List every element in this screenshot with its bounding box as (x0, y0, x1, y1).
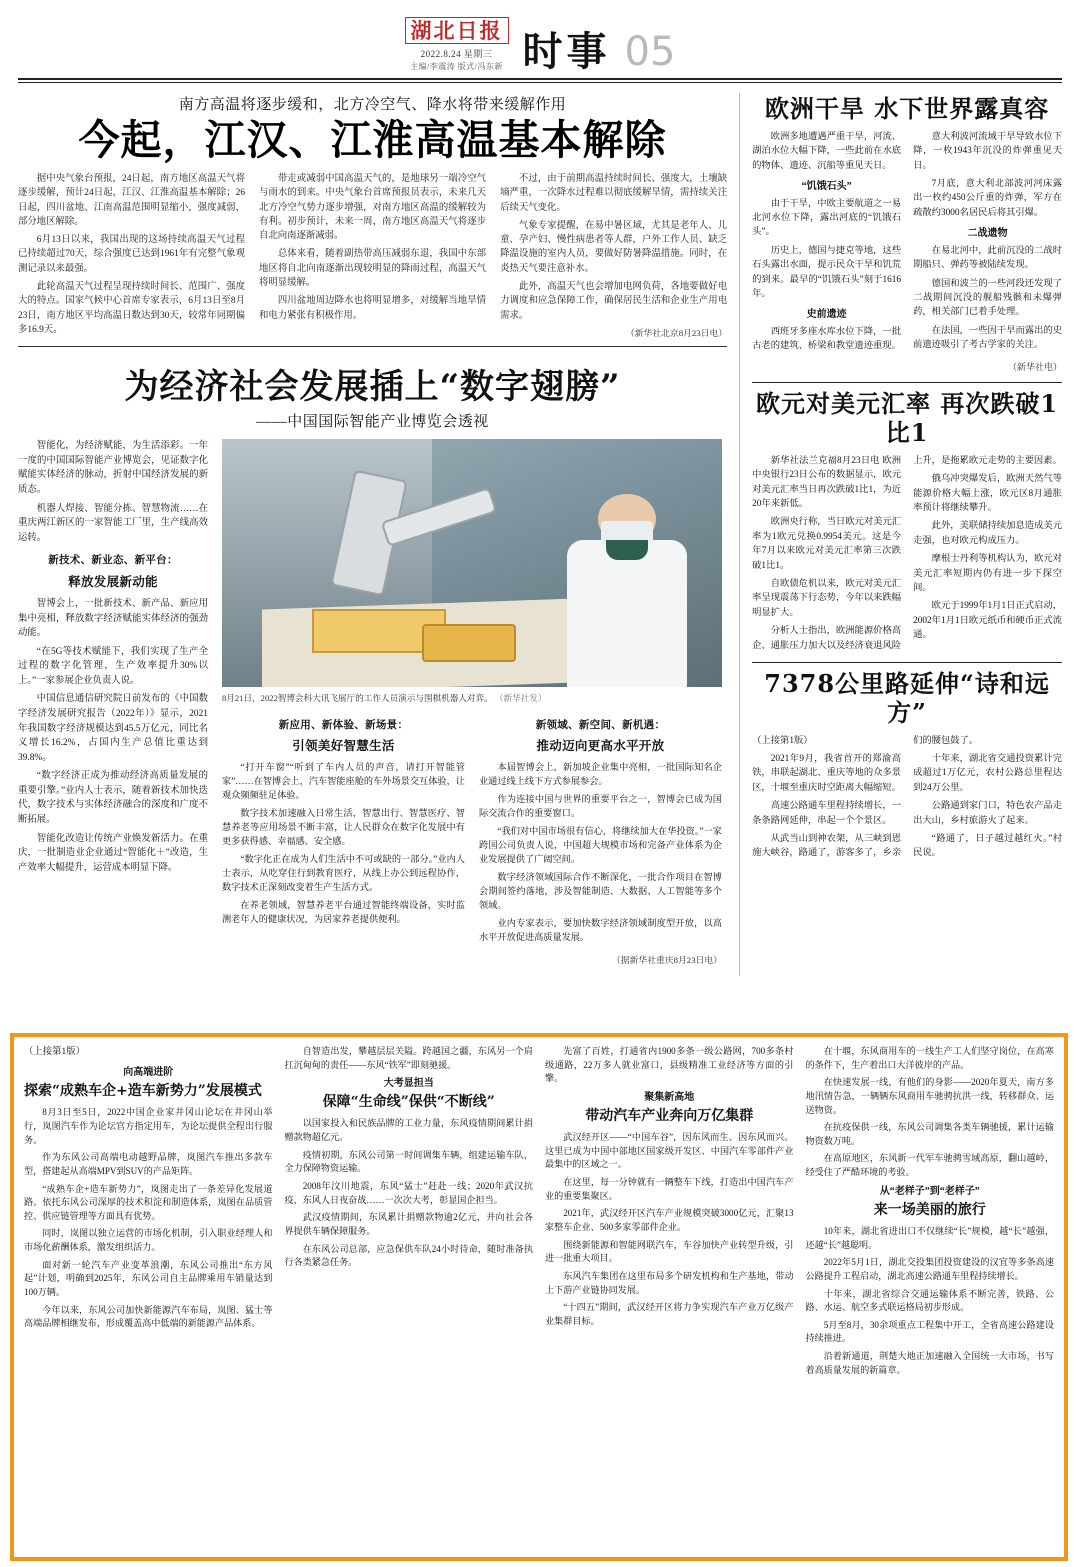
bottom-col-3 (545, 1045, 794, 1549)
paragraph: 由于干旱，中欧主要航道之一易北河水位下降，露出河底的“饥饿石头”。 (752, 198, 902, 238)
paragraph: 在东风公司总部，应急保供车队24小时待命，随时准备执行各类紧急任务。 (284, 1243, 533, 1268)
feature-subtitle-1: 释放发展新动能 (68, 573, 158, 589)
bottom-title-2: 保障“生命线”保供“不断线” (322, 1094, 495, 1111)
paragraph: 从武当山到神农架，从三峡到恩施大峡谷，路通了，游客多了，乡亲们的腰包鼓了。 (752, 735, 979, 859)
feature-intro: 智能化，为经济赋能，为生活添彩。一年一度的中国国际智能产业博览会，见证数字化赋能实体经济的脉动，折射中国经济发展的新质态。 (18, 441, 208, 495)
right-divider-2 (752, 662, 1062, 663)
bottom-kicker-2: 大考显担当 (383, 1078, 434, 1090)
bottom-title-4: 来一场美丽的旅行 (873, 1201, 986, 1218)
paragraph: 面对新一轮汽车产业变革浪潮，东风公司推出“东方风起”计划，明确到2025年，东风公司自主品牌乘用车销量达到100万辆。 (24, 1259, 273, 1297)
paragraph: 10年来，湖北省进出口不仅继续“长”规模，越“长”越强，还越“长”越聪明。 (805, 1225, 1054, 1250)
feature-photo-caption (222, 690, 722, 710)
bottom-kicker-3: 聚集新高地 (644, 1091, 695, 1103)
paragraph: 公路通到家门口，特色农产品走出大山，乡村旅游火了起来。 (913, 801, 1062, 826)
right-article-1-body (752, 130, 1062, 357)
photo-person (562, 494, 692, 687)
feature-subtitle-3: 推动迈向更高水平开放 (536, 738, 665, 754)
bottom-title-1: 探索“成熟车企+造车新势力”发展模式 (24, 1083, 262, 1100)
feature-source: （据新华社重庆8月23日电） (612, 954, 722, 965)
paragraph: 7月底，意大利北部波河河床露出一枚约450公斤重的炸弹，军方在疏散约3000名居民后将其引爆。 (913, 179, 1062, 218)
right-article-1-subhead-3: 史前遗迹 (806, 309, 847, 321)
paragraph: 十年来，湖北省交通投资累计完成超过1万亿元，农村公路总里程达到24万公里。 (913, 754, 1062, 793)
right-article-1-subhead-1: “饥饿石头” (801, 181, 852, 193)
bottom-col-1 (24, 1045, 273, 1549)
right-article-3-body (752, 734, 1062, 863)
paragraph: 高速公路通车里程持续增长，一条条路网延伸，串起一个个景区。 (752, 801, 902, 826)
main-column (18, 93, 727, 976)
lead-shoulder: 南方高温将逐步缓和，北方冷空气、降水将带来缓解作用 (178, 97, 567, 113)
masthead-rule-thin (18, 82, 1062, 83)
paragraph: 十年来，湖北省综合交通运输体系不断完善，铁路、公路、水运、航空多式联运格局初步形成。 (805, 1288, 1054, 1313)
paragraph: 5月至8月，30余项重点工程集中开工，全省高速公路建设持续推进。 (805, 1319, 1054, 1344)
paragraph: 武汉疫情期间，东风累计捐赠款物逾2亿元，并向社会各界提供车辆保障服务。 (284, 1212, 533, 1236)
paragraph: 欧洲多地遭遇严重干旱，河流、湖泊水位大幅下降，一些此前在水底的物体、遗迹、沉船等重见天日。 (752, 131, 902, 171)
feature-paragraph: “打开车窗”“听到了车内人员的声音，请打开智能管家”……在智博会上，汽车智能座舱的车外场景交互体验，让观众频频驻足体验。 (222, 762, 465, 801)
right-article-3-continued: （上接第1版） (752, 735, 813, 746)
feature-paragraph: 机器人焊接、智能分拣、智慧物流……在重庆两江新区的一家智能工厂里，生产线高效运转。 (18, 503, 208, 543)
paragraph: 新华社法兰克福8月23日电 欧洲中央银行23日公布的数据显示，欧元对美元汇率当日再次跌破1比1，为近20年来新低。 (752, 455, 902, 509)
paragraph: 俄乌冲突爆发后，欧洲天然气等能源价格大幅上涨，欧元区8月通胀率预计将继续攀升。 (913, 474, 1062, 513)
lead-paragraph: 四川盆地周边降水也将明显增多，对缓解当地旱情和电力紧张有积极作用。 (259, 296, 487, 321)
feature-paragraph: 中国信息通信研究院日前发布的《中国数字经济发展研究报告（2022年）》显示，2021年我国数字经济规模达到45.5万亿元，同比名义增长16.2%，占国内生产总值比重达到39.8%。 (18, 694, 208, 763)
page-number: 05 (624, 29, 676, 75)
feature-kicker-2: 新应用、新体验、新场景： (278, 720, 409, 732)
paragraph: 作为东风公司高端电动越野品牌，岚图汽车推出多款车型，搭建起从高端MPV到SUV的产品矩阵。 (24, 1152, 273, 1176)
feature-kicker-1: 新技术、新业态、新平台： (48, 555, 178, 567)
feature-headline: 为经济社会发展插上“数字翅膀” (124, 367, 621, 408)
feature-paragraph: 本届智博会上，新加坡企业集中亮相，一批国际知名企业通过线上线下方式参展参会。 (479, 762, 722, 787)
feature-col-2a (222, 710, 465, 976)
masthead-rule (18, 78, 1062, 80)
paragraph: 2008年汶川地震，东风“猛士”赶赴一线；2020年武汉抗疫，东风人日夜奋战……一次次大考，彰显国企担当。 (284, 1181, 533, 1205)
paragraph: 此外，美联储持续加息造成美元走强，也对欧元构成压力。 (913, 521, 1062, 546)
lead-source: （新华社北京8月23日电） (625, 327, 728, 338)
photo-person-body (567, 540, 687, 687)
right-article-2-title: 欧元对美元汇率 再次跌破1比1 (756, 389, 1059, 447)
feature-photo (222, 439, 722, 687)
feature-paragraph: “数字经济正成为推动经济高质量发展的重要引擎。”业内人士表示，随着新技术加快迭代，数字技术与实体经济融合的深度和广度不断拓展。 (18, 771, 208, 826)
right-article-3-title: 7378公里路延伸“诗和远方” (764, 669, 1050, 727)
feature-body (18, 439, 727, 976)
paragraph: “成熟车企+造车新势力”，岚图走出了一条差异化发展道路。依托东风公司深厚的技术积淀和制造体系，岚图在品质管控、供应链管理等方面具有优势。 (24, 1183, 273, 1221)
lead-paragraph: 据中央气象台预报，24日起，南方地区高温天气将逐步缓解，预计24日起，江汉、江淮高温基本解除；26日起，四川盆地、江南高温范围明显缩小，强度减弱，部分地区解除。 (18, 173, 246, 227)
feature-subtitle-2: 引领美好智慧生活 (292, 738, 395, 754)
paragraph: 历史上，德国与捷克等地，这些石头露出水面，提示民众干旱和饥荒的到来。最早的“饥饿石头”刻于1616年。 (752, 245, 902, 299)
paragraph: 在法国，一些因干旱而露出的史前遗迹吸引了考古学家的关注。 (913, 325, 1062, 351)
right-article-1-title: 欧洲干旱 水下世界露真容 (764, 94, 1050, 123)
paragraph: 在这里，每一分钟就有一辆整车下线，打造出中国汽车产业的重要集聚区。 (545, 1177, 794, 1201)
lead-paragraph: 不过，由于前期高温持续时间长、强度大，土壤缺墒严重，一次降水过程难以彻底缓解旱情，需持续关注后续天气变化。 (500, 173, 728, 213)
photo-bowl (422, 624, 516, 663)
paragraph: 摩根士丹利等机构认为，欧元对美元汇率短期内仍有进一步下探空间。 (913, 554, 1062, 593)
feature-col-2b (479, 710, 722, 976)
lead-paragraph: 总体来看，随着副热带高压减弱东退，我国中东部地区将自北向南逐渐出现较明显的降雨过程，高温天气将明显缓解。 (259, 249, 487, 288)
paragraph: 欧洲央行称，当日欧元对美元汇率为1欧元兑换0.9954美元。这是今年7月以来欧元对美元汇率第三次跌破1比1。 (752, 517, 902, 571)
paragraph: 沿着新通道，荆楚大地正加速融入全国统一大市场，书写着高质量发展的新篇章。 (805, 1351, 1054, 1375)
masthead-left (405, 17, 509, 72)
paragraph: 德国和波兰的一些河段还发现了二战期间沉没的舰船残骸和未爆弹药，相关部门已着手处理。 (913, 278, 1062, 318)
lead-paragraph: 此外，高温天气也会增加电网负荷，各地要做好电力调度和应急保障工作，确保居民生活和企业生产用电需求。 (500, 281, 728, 321)
right-article-1-source: （新华社电） (1007, 362, 1062, 373)
paragraph: 在高原地区，东风新一代军车驰骋雪域高原，翻山越岭，经受住了严酷环境的考验。 (805, 1153, 1054, 1178)
bottom-continued-label: （上接第1版） (24, 1047, 85, 1057)
paper-logo: 湖北日报 (405, 17, 509, 44)
paragraph: 先富了百姓，打通省内1900多条一级公路网，700多条村级通路，22万多人就业富口，县级精准工业经济等方面的引擎。 (545, 1046, 794, 1084)
page-body (18, 93, 1062, 976)
section-title: 时事 (522, 28, 611, 75)
paragraph: 武汉经开区——“中国车谷”，因东风而生、因东风而兴。这里已成为中国中部地区国家级开发区、中国汽车零部件产业最集中的区域之一。 (545, 1132, 794, 1170)
lead-paragraph: 带走或减弱中国高温天气的，是地球另一端冷空气与雨水的到来。中央气象台首席预报员表示，未来几天北方冷空气势力逐步增强，对南方地区高温的缓解较为有利。初步预计，未来一周，南方地区高温天气将逐步自北向南逐渐减弱。 (259, 173, 487, 242)
paragraph: 2021年，武汉经开区汽车产业规模突破3000亿元，汇聚13家整车企业、500多家零部件企业。 (545, 1208, 794, 1232)
feature-paragraph: 作为连接中国与世界的重要平台之一，智博会已成为国际交流合作的重要窗口。 (479, 794, 722, 819)
paragraph: “路通了，日子越过越红火。”村民说。 (913, 834, 1062, 859)
feature-subheadline: ——中国国际智能产业博览会透视 (256, 414, 489, 431)
feature-paragraph: 数字技术加速融入日常生活，智慧出行、智慧医疗、智慧养老等应用场景不断丰富，让人民群众在数字化发展中有更多获得感、幸福感、安全感。 (222, 808, 465, 847)
right-article-1-subhead-2: 二战遗物 (967, 228, 1008, 240)
paragraph: 疫情初期，东风公司第一时间调集车辆，组建运输车队，全力保障物资运输。 (284, 1149, 533, 1174)
paragraph: 今年以来，东风公司加快新能源汽车布局，岚图、猛士等高端品牌相继发布，形成覆盖高中低端的新能源产品体系。 (24, 1304, 273, 1329)
paragraph: 分析人士指出，欧洲能源价格高企、通胀压力加大以及经济衰退风险上升，是拖累欧元走势的主要因素。 (752, 455, 1062, 651)
bottom-kicker-1: 向高端进阶 (123, 1067, 174, 1079)
paragraph: 自欧债危机以来，欧元对美元汇率呈现震荡下行态势，今年以来跌幅明显扩大。 (752, 578, 902, 618)
lead-paragraph: 气象专家提醒，在易中暑区域，尤其是老年人、儿童、孕产妇、慢性病患者等人群，户外工作人员、缺乏降温设施的室内人员，要做好防暑降温措施。同时，在炎热天气要注意补水。 (500, 220, 728, 274)
issue-date: 2022.8.24 星期三 (420, 49, 493, 59)
feature-divider (18, 346, 727, 347)
paragraph: 2021年9月，我省首开的郑渝高铁，串联起湖北、重庆等地的众多景区，十堰至重庆时空距离大幅缩短。 (752, 754, 902, 793)
bottom-col-2 (285, 1045, 534, 1549)
feature-paragraph: “在5G等技术赋能下，我们实现了生产全过程的数字化管理，生产效率提升30%以上。”一家参展企业负责人说。 (18, 646, 208, 686)
photo-person-collar (606, 540, 648, 559)
masthead (18, 0, 1062, 75)
photo-caption-source: （新华社发） (494, 693, 547, 704)
feature-paragraph: 业内专家表示，要加快数字经济领域制度型开放，以高水平开放促进高质量发展。 (479, 918, 722, 943)
paragraph: 东风汽车集团在这里布局多个研发机构和生产基地，带动上下游产业链协同发展。 (545, 1270, 794, 1295)
feature-paragraph: 智能化改造让传统产业焕发新活力。在重庆，一批制造业企业通过“智能化＋”改造，生产效率大幅提升，运营成本明显下降。 (18, 833, 208, 873)
lead-paragraph: 此轮高温天气过程呈现持续时间长、范围广、强度大的特点。国家气候中心首席专家表示，6月13日至8月23日，南方地区平均高温日数达到30天，较常年同期偏多16.9天。 (18, 281, 246, 335)
photo-caption-text: 8月21日，2022智博会科大讯飞展厅的工作人员演示与围棋机器人对弈。 (222, 693, 493, 704)
paragraph: 在易北河中，此前沉没的二战时期船只、弹药等被陆续发现。 (913, 245, 1062, 271)
paragraph: 围绕新能源和智能网联汽车，车谷加快产业转型升级，引进一批重大项目。 (545, 1239, 794, 1264)
paragraph: 自智造出发，攀越层层关隘。跨越国之疆，东风另一个肩扛沉甸甸的责任——东风“铁军”即刻驰援。 (284, 1046, 533, 1070)
right-article-2-body (752, 454, 1062, 653)
bottom-box-columns (24, 1045, 1054, 1549)
editor-credit: 主编/李震涛 版式/冯东新 (410, 62, 504, 71)
paragraph: 以国家投入和民族品牌的工业力量，东风疫情期间累计捐赠款物超亿元。 (284, 1118, 533, 1143)
lead-headline: 今起，江汉、江淮高温基本解除 (78, 116, 667, 164)
paragraph: 欧元于1999年1月1日正式启动，2002年1月1日欧元纸币和硬币正式流通。 (913, 601, 1062, 641)
lead-paragraph: 6月13日以来，我国出现的这场持续高温天气过程已持续超过70天，综合强度已达到1961年有完整气象观测记录以来最强。 (18, 235, 246, 274)
paragraph: 西班牙多座水库水位下降，一批古老的建筑、桥梁和教堂遗迹重现。 (752, 326, 902, 352)
paragraph: “十四五”期间，武汉经开区将力争实现汽车产业万亿级产业集群目标。 (545, 1302, 794, 1326)
paragraph: 同时，岚图以独立运营的市场化机制，引入职业经理人和市场化薪酬体系，激发组织活力。 (24, 1228, 273, 1253)
feature-lower-cols (222, 710, 722, 976)
paragraph: 在抗疫保供一线，东风公司调集各类车辆驰援，累计运输物资数万吨。 (805, 1122, 1054, 1146)
feature-paragraph: “数字化正在成为人们生活中不可或缺的一部分。”业内人士表示，从吃穿住行到教育医疗，从线上办公到远程协作，数字技术正深刻改变着生产生活方式。 (222, 854, 465, 893)
feature-paragraph: 智博会上，一批新技术、新产品、新应用集中亮相，释放数字经济赋能实体经济的强劲动能。 (18, 598, 208, 639)
feature-paragraph: 数字经济领域国际合作不断深化，一批合作项目在智博会期间签约落地，涉及智能制造、大数据、人工智能等多个领域。 (479, 872, 722, 911)
right-divider-1 (752, 382, 1062, 383)
feature-col-1 (18, 439, 208, 976)
bottom-col-4 (806, 1045, 1055, 1549)
bottom-title-3: 带动汽车产业奔向万亿集群 (585, 1107, 754, 1124)
feature-paragraph: “我们对中国市场很有信心，将继续加大在华投资。”一家跨国公司负责人说，中国超大规模市场和完备产业体系为企业发展提供了广阔空间。 (479, 826, 722, 865)
paragraph: 8月3日至5日，2022中国企业家井冈山论坛在井冈山举行，岚图汽车作为论坛官方指定用车，为论坛提供全程出行服务。 (24, 1107, 273, 1145)
lead-body (18, 172, 727, 340)
paragraph: 在快速发展一线，有他们的身影——2020年夏天，南方多地汛情告急，一辆辆东风商用车驰骋抗洪一线，转移群众、运送物资。 (805, 1077, 1054, 1115)
feature-paragraph: 在养老领域，智慧养老平台通过智能终端设备，实时监测老年人的健康状况，为居家养老提供便利。 (222, 900, 465, 925)
feature-col-2 (222, 439, 722, 976)
feature-kicker-3: 新领域、新空间、新机遇： (535, 720, 666, 732)
paragraph: 2022年5月1日，湖北交投集团投资建设的汉宜等多条高速公路提升工程启动，湖北高速公路通车里程持续增长。 (805, 1257, 1054, 1281)
highlighted-article-box (10, 1033, 1068, 1561)
paragraph: 意大利波河流域干旱导致水位下降，一枚1943年沉没的炸弹重见天日。 (913, 131, 1062, 171)
right-column (739, 93, 1062, 976)
paragraph: 在十堰，东风商用车的一线生产工人们坚守岗位，在高寒的条件下，生产着出口大洋彼岸的产品。 (805, 1046, 1054, 1070)
bottom-kicker-4: 从“老样子”到“老样子” (879, 1185, 980, 1197)
